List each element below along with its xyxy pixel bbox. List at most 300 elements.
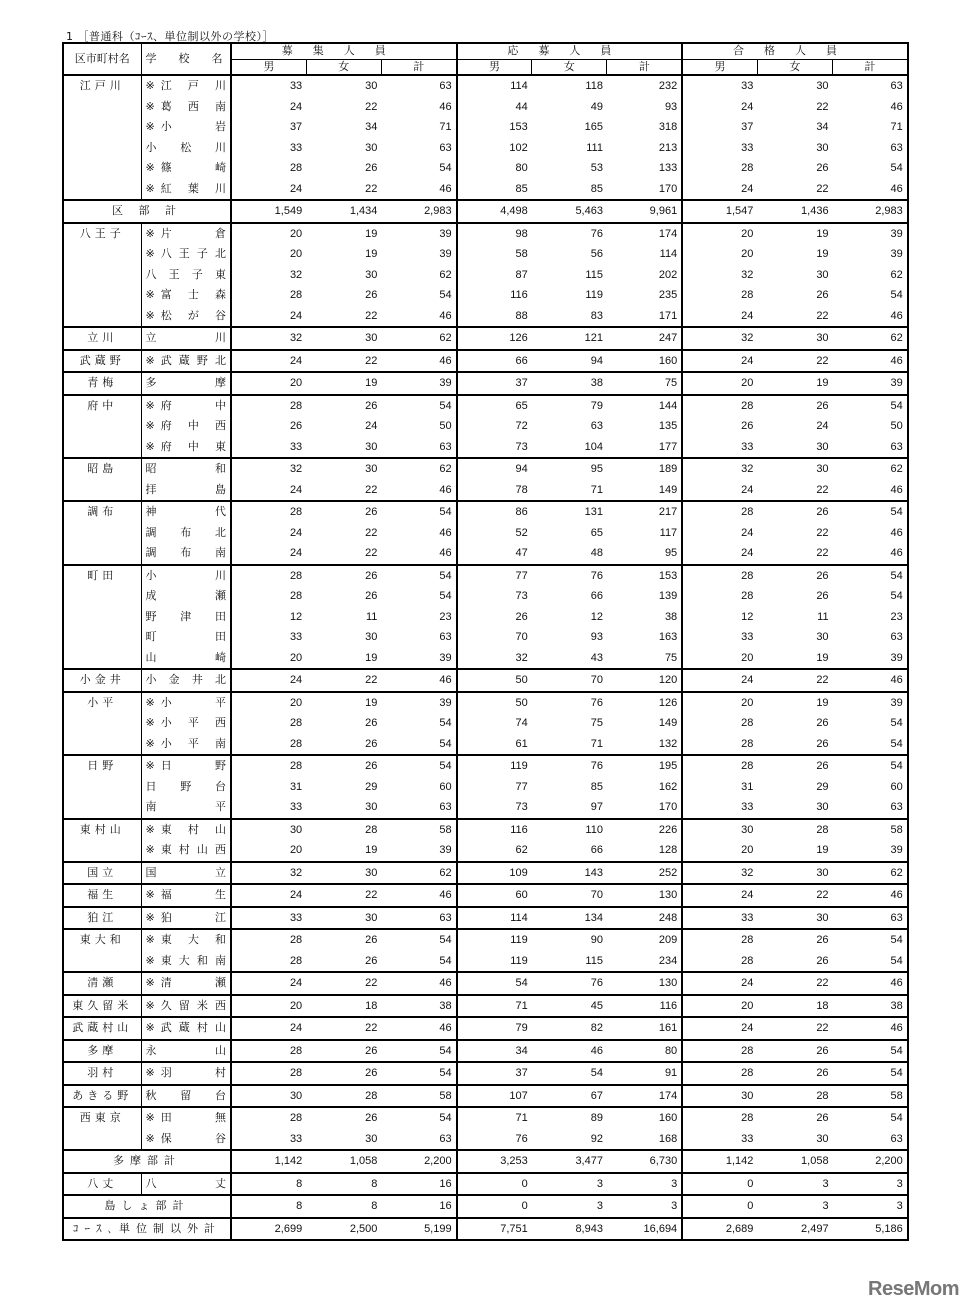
value-cell: 131 [532,501,607,523]
school-cell [141,543,231,565]
value-cell: 22 [816,547,829,559]
header-district: 区市町村名 [63,43,141,75]
school-name [146,1129,227,1150]
school-name-text: 東大和南 [160,953,226,967]
value-cell: 29 [816,780,829,793]
value-cell: 38 [833,995,908,1018]
value-cell: 32 [682,458,757,480]
value-cell: 102 [509,141,528,154]
value-cell: 30 [757,907,832,930]
value-cell: 3 [757,1173,832,1196]
school-name [146,351,227,372]
total-row [63,200,908,223]
value-cell: 28 [289,717,303,729]
value-cell: 89 [532,1107,607,1129]
value-cell: 28 [757,819,832,841]
value-cell: 252 [607,862,682,885]
total-value: 1,547 [682,200,757,223]
total-value: 1,058 [306,1150,381,1173]
total-value: 1,142 [231,1150,306,1173]
value-cell: 63 [381,1129,456,1151]
value-cell: 30 [757,327,832,350]
value-cell: 63 [833,627,908,648]
school-name [146,734,227,755]
value-cell: 45 [532,995,607,1018]
total-label: 区 部 計 [63,200,231,223]
total-value: 3 [757,1195,832,1218]
school-cell [141,501,231,523]
value-cell: 33 [741,631,754,643]
table-row [63,350,908,373]
value-cell: 54 [381,586,456,607]
school-name [146,97,227,118]
school-name-text: 昭 和 [145,462,226,475]
value-cell: 24 [741,547,754,559]
value-cell: 24 [682,669,757,692]
value-cell: 33 [231,75,306,97]
table-row [63,907,908,930]
note-mark: ※ [145,247,155,260]
school-cell [141,648,231,670]
value-cell: 54 [833,285,908,306]
value-cell: 116 [510,289,528,301]
value-cell: 71 [590,483,603,496]
value-cell: 26 [816,954,829,967]
table-row [63,972,908,995]
value-cell: 33 [741,440,754,453]
school-name-text: 山 崎 [145,650,226,664]
school-cell [141,797,231,819]
value-cell: 33 [682,75,757,97]
value-cell: 165 [584,121,603,133]
value-cell: 54 [833,1062,908,1085]
school-name [146,480,227,501]
value-cell: 46 [381,669,456,692]
total-value: 2,500 [306,1218,381,1241]
value-cell: 26 [757,501,832,523]
table-row [63,951,908,973]
total-value: 1,058 [757,1150,832,1173]
value-cell: 46 [833,179,908,201]
table-row [63,607,908,628]
value-cell: 26 [289,420,303,432]
value-cell: 26 [757,755,832,777]
note-mark: ※ [145,99,155,113]
value-cell: 54 [833,951,908,973]
value-cell: 60 [457,884,532,907]
total-label: 多摩部計 [63,1150,231,1173]
school-name-text: 田 無 [160,1111,226,1124]
value-cell: 90 [532,929,607,951]
table-row [63,995,908,1018]
total-value: 0 [457,1195,532,1218]
school-name-text: 拝 島 [145,482,226,496]
value-cell: 22 [365,182,378,195]
value-cell: 130 [607,884,682,907]
value-cell: 46 [833,669,908,692]
school-cell [141,1062,231,1085]
value-cell: 32 [289,268,303,281]
school-cell [141,285,231,306]
school-name-text: 保 谷 [160,1131,226,1145]
school-cell [141,416,231,437]
table-row [63,884,908,907]
value-cell: 54 [381,755,456,777]
value-cell: 22 [306,972,381,995]
total-value: 0 [682,1195,757,1218]
value-cell: 22 [365,100,378,113]
value-cell: 33 [289,440,303,453]
note-mark: ※ [145,736,155,750]
value-cell: 20 [289,651,303,664]
total-value: 5,186 [833,1218,908,1241]
school-name-text: 小 岩 [160,120,226,133]
value-cell: 114 [457,907,532,930]
header-accepted: 合格人員 [682,43,908,59]
value-cell: 24 [289,526,303,539]
value-cell: 73 [515,801,528,813]
value-cell: 39 [381,692,456,714]
value-cell: 39 [833,840,908,862]
school-name-text: 小 平 [160,695,226,709]
total-value: 4,498 [457,200,532,223]
value-cell: 62 [381,265,456,286]
value-cell: 32 [231,327,306,350]
value-cell: 126 [457,327,532,350]
value-cell: 85 [590,182,603,195]
value-cell: 70 [532,669,607,692]
note-mark: ※ [145,1131,155,1145]
school-name-text: 小松川 [145,140,226,154]
value-cell: 78 [515,483,528,496]
school-cell [141,565,231,587]
table-row [63,285,908,306]
value-cell: 24 [231,669,306,692]
table-row [63,395,908,417]
total-value: 3 [607,1195,682,1218]
school-name [146,863,227,884]
note-mark: ※ [145,695,155,709]
value-cell: 24 [289,309,303,322]
value-cell: 62 [381,458,456,480]
table-row [63,1062,908,1085]
value-cell: 26 [757,1107,832,1129]
school-name-text: 羽 村 [160,1066,226,1079]
value-cell: 170 [607,179,682,201]
value-cell: 32 [231,862,306,885]
school-name [146,502,227,523]
value-cell: 24 [289,547,303,559]
value-cell: 63 [381,437,456,459]
value-cell: 24 [289,182,303,195]
value-cell: 217 [607,501,682,523]
total-value: 1,549 [231,200,306,223]
value-cell: 54 [381,1040,456,1063]
value-cell: 149 [607,480,682,502]
table-row [63,1085,908,1108]
district-cell: 東久留米 [63,995,141,1018]
note-mark: ※ [145,822,155,836]
value-cell: 28 [741,289,754,301]
value-cell: 19 [306,372,381,395]
value-cell: 26 [365,590,378,602]
value-cell: 209 [607,929,682,951]
value-cell: 95 [532,458,607,480]
value-cell: 48 [590,547,603,559]
value-cell: 28 [682,501,757,523]
school-name [146,951,227,972]
district-cell: 狛江 [63,907,141,930]
school-cell [141,306,231,328]
value-cell: 30 [306,75,381,97]
value-cell: 46 [833,97,908,118]
district-cell: 東村山 [63,819,141,862]
value-cell: 54 [381,734,456,756]
value-cell: 24 [289,100,303,113]
school-cell [141,1040,231,1063]
value-cell: 58 [515,248,528,260]
value-cell: 60 [381,777,456,798]
total-value: 2,983 [833,200,908,223]
value-cell: 28 [289,162,303,174]
value-cell: 22 [365,547,378,559]
value-cell: 66 [590,590,603,602]
value-cell: 39 [381,244,456,265]
value-cell: 30 [365,268,378,281]
value-cell: 18 [306,995,381,1018]
school-name [146,648,227,669]
school-name [146,306,227,327]
value-cell: 37 [457,372,532,395]
value-cell: 30 [816,268,829,281]
total-row [63,1195,908,1218]
school-cell [141,1017,231,1040]
value-cell: 23 [381,607,456,628]
value-cell: 28 [306,819,381,841]
value-cell: 37 [457,1062,532,1085]
value-cell: 28 [682,755,757,777]
value-cell: 28 [289,289,303,301]
table-row [63,306,908,328]
district-cell: 多摩 [63,1040,141,1063]
value-cell: 82 [532,1017,607,1040]
value-cell: 20 [231,692,306,714]
district-cell: 八王子 [63,223,141,328]
value-cell: 28 [231,1107,306,1129]
value-cell: 46 [381,350,456,373]
table-row [63,117,908,138]
table-row [63,1107,908,1129]
value-cell: 54 [833,565,908,587]
value-cell: 22 [757,1017,832,1040]
value-cell: 91 [607,1062,682,1085]
value-cell: 62 [833,327,908,350]
school-name-text: 武蔵野北 [160,353,226,367]
value-cell: 63 [833,797,908,819]
value-cell: 79 [532,395,607,417]
school-name-text: 久留米西 [160,998,226,1012]
value-cell: 12 [289,610,303,623]
school-name [146,586,227,607]
school-name [146,396,227,417]
value-cell: 46 [381,523,456,544]
school-name-text: 富士森 [160,288,226,301]
value-cell: 20 [231,223,306,245]
value-cell: 54 [381,395,456,417]
value-cell: 19 [816,844,829,856]
value-cell: 30 [365,440,378,453]
value-cell: 163 [607,627,682,648]
value-cell: 62 [833,862,908,885]
school-name [146,224,227,245]
value-cell: 8 [231,1173,306,1196]
value-cell: 54 [381,158,456,179]
value-cell: 28 [231,1062,306,1085]
school-cell [141,395,231,417]
header-sub-total: 計 [607,59,682,75]
value-cell: 56 [590,248,603,260]
value-cell: 130 [607,972,682,995]
school-name-text: 日野台 [145,779,226,793]
school-name [146,820,227,841]
value-cell: 22 [816,309,829,322]
value-cell: 87 [515,268,528,281]
district-cell: 羽村 [63,1062,141,1085]
school-name [146,523,227,544]
table-row [63,1040,908,1063]
value-cell: 86 [457,501,532,523]
value-cell: 93 [607,97,682,118]
school-name [146,1041,227,1062]
value-cell: 20 [741,844,754,856]
value-cell: 62 [381,862,456,885]
value-cell: 133 [607,158,682,179]
table-row [63,223,908,245]
district-cell: 八丈 [63,1173,141,1196]
value-cell: 22 [757,669,832,692]
value-cell: 46 [833,306,908,328]
school-cell [141,179,231,201]
note-mark: ※ [145,288,155,301]
value-cell: 30 [682,1085,757,1108]
value-cell: 30 [816,801,829,813]
value-cell: 98 [457,223,532,245]
total-value: 1,434 [306,200,381,223]
district-cell: 府中 [63,395,141,459]
value-cell: 30 [757,862,832,885]
value-cell: 54 [833,158,908,179]
value-cell: 24 [741,483,754,496]
note-mark: ※ [145,120,155,133]
header-sub-female: 女 [532,59,607,75]
school-name-text: 調布北 [145,525,226,539]
value-cell: 76 [532,565,607,587]
value-cell: 168 [607,1129,682,1151]
value-cell: 19 [757,372,832,395]
value-cell: 11 [817,610,829,623]
school-name-text: 小金井北 [145,673,226,686]
value-cell: 32 [682,862,757,885]
value-cell: 46 [833,350,908,373]
value-cell: 71 [590,737,603,750]
value-cell: 28 [682,1040,757,1063]
table-row [63,372,908,395]
header-sub-total: 計 [833,59,908,75]
school-name [146,1086,227,1107]
table-row [63,819,908,841]
value-cell: 111 [586,141,603,154]
school-name [146,285,227,306]
value-cell: 74 [515,717,528,729]
value-cell: 22 [306,884,381,907]
value-cell: 24 [816,420,829,432]
table-row [63,627,908,648]
table-row [63,97,908,118]
value-cell: 49 [590,100,603,113]
value-cell: 22 [816,182,829,195]
value-cell: 28 [231,395,306,417]
value-cell: 63 [381,797,456,819]
school-name [146,996,227,1017]
value-cell: 94 [457,458,532,480]
value-cell: 30 [306,862,381,885]
value-cell: 235 [607,285,682,306]
school-cell [141,755,231,777]
school-cell [141,437,231,459]
value-cell: 63 [381,907,456,930]
value-cell: 85 [515,182,528,195]
school-cell [141,350,231,373]
table-row [63,138,908,159]
value-cell: 28 [682,1107,757,1129]
table-row [63,179,908,201]
school-cell [141,327,231,350]
school-name [146,1108,227,1129]
value-cell: 28 [741,737,754,750]
school-name-text: 東大和 [160,933,226,946]
value-cell: 28 [741,590,754,602]
value-cell: 72 [515,420,528,432]
value-cell: 30 [816,1132,829,1145]
value-cell: 43 [590,651,603,664]
value-cell: 20 [682,692,757,714]
value-cell: 26 [306,501,381,523]
value-cell: 30 [231,819,306,841]
value-cell: 115 [585,954,603,967]
total-value: 8,943 [532,1218,607,1241]
table-row [63,713,908,734]
value-cell: 77 [457,565,532,587]
note-mark: ※ [145,308,155,322]
school-cell [141,734,231,756]
school-cell [141,97,231,118]
value-cell: 85 [590,780,603,793]
value-cell: 109 [457,862,532,885]
total-value: 3,477 [532,1150,607,1173]
value-cell: 19 [365,651,378,664]
school-name-text: 八王子北 [160,247,226,260]
value-cell: 28 [231,1040,306,1063]
value-cell: 75 [607,648,682,670]
note-mark: ※ [145,1111,155,1124]
school-name-text: 小平南 [160,736,226,750]
value-cell: 70 [532,884,607,907]
value-cell: 33 [741,141,754,154]
school-name [146,566,227,587]
school-name-text: 府中東 [160,439,226,453]
value-cell: 114 [457,75,532,97]
table-row [63,158,908,179]
